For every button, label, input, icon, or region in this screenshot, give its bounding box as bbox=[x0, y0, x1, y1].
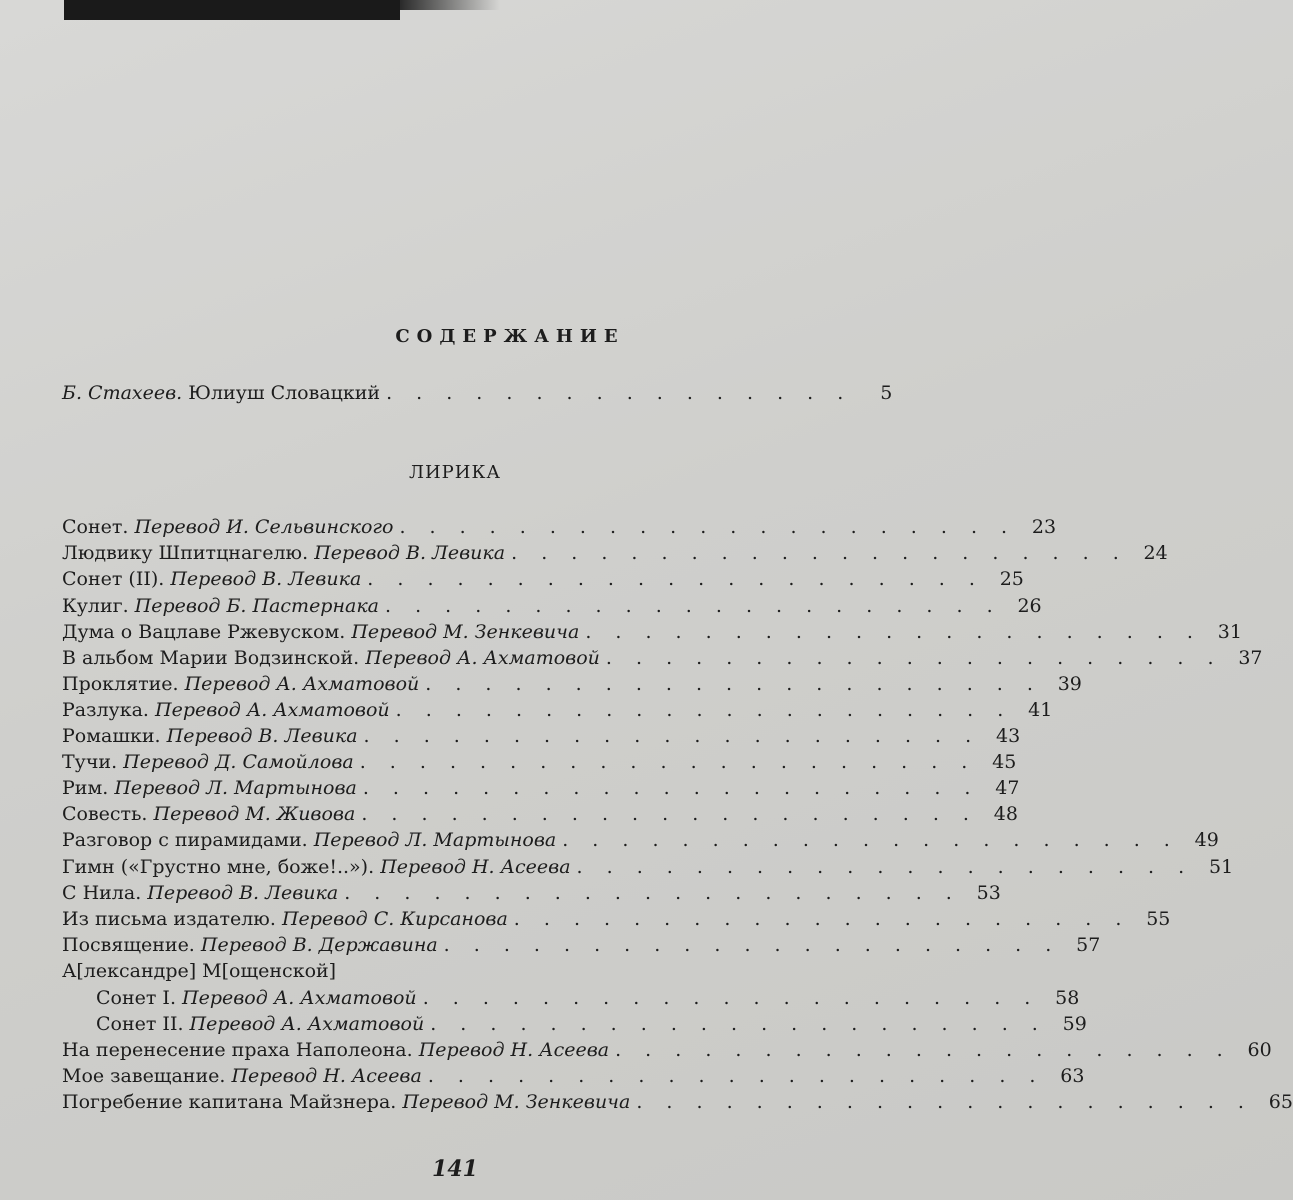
entry-title: Людвику Шпитцнагелю. bbox=[62, 542, 309, 564]
toc-entry bbox=[62, 699, 1053, 721]
entry-translator: Перевод Л. Мартынова bbox=[114, 777, 357, 799]
toc-entry bbox=[62, 673, 1082, 695]
entry-translator: Перевод В. Левика bbox=[147, 882, 339, 904]
entry-translator: Перевод А. Ахматовой bbox=[182, 987, 417, 1009]
entry-title: А[лександре] М[ощенской] bbox=[62, 960, 337, 982]
entry-page: 31 bbox=[1217, 621, 1242, 643]
toc-entry bbox=[62, 1065, 1085, 1087]
entry-title: Из письма издателю. bbox=[62, 908, 276, 930]
page-title: СОДЕРЖАНИЕ bbox=[395, 326, 625, 347]
toc-entry bbox=[62, 803, 1018, 825]
leader-dots: . . . . . . . . . . . . . . . . . . . . . bbox=[367, 568, 984, 590]
toc-entry bbox=[62, 751, 1017, 773]
toc-entry bbox=[62, 829, 1219, 851]
entry-title: Сонет I. bbox=[96, 987, 176, 1009]
toc-entry bbox=[62, 1091, 1293, 1113]
toc-intro bbox=[62, 382, 893, 404]
entry-page: 53 bbox=[976, 882, 1001, 904]
toc-entry bbox=[62, 1039, 1272, 1061]
entry-title: Ромашки. bbox=[62, 725, 161, 747]
entry-translator: Перевод М. Живова bbox=[153, 803, 356, 825]
entry-title: Дума о Вацлаве Ржевуском. bbox=[62, 621, 346, 643]
leader-dots bbox=[336, 960, 959, 982]
leader-dots: . . . . . . . . . . . . . . . . . . . . . bbox=[513, 908, 1131, 930]
toc-entry bbox=[96, 1013, 1087, 1035]
entry-page: 37 bbox=[1238, 647, 1263, 669]
leader-dots: . . . . . . . . . . . . . . . . . . . . . bbox=[363, 725, 981, 747]
entry-page: 25 bbox=[999, 568, 1024, 590]
entry-translator: Перевод В. Левика bbox=[314, 542, 506, 564]
entry-page: 57 bbox=[1076, 934, 1101, 956]
entry-translator: Перевод С. Кирсанова bbox=[281, 908, 508, 930]
entry-page: 26 bbox=[1017, 595, 1042, 617]
entry-page: 59 bbox=[1062, 1013, 1087, 1035]
leader-dots: . . . . . . . . . . . . . . . . . . . . . bbox=[359, 751, 977, 773]
toc-entry bbox=[62, 856, 1234, 878]
entry-title: Тучи. bbox=[62, 751, 118, 773]
entry-page: 39 bbox=[1057, 673, 1082, 695]
entry-title: С Нила. bbox=[62, 882, 142, 904]
toc-entry bbox=[62, 882, 1001, 904]
entry-translator: Перевод Л. Мартынова bbox=[313, 829, 557, 851]
toc-entry bbox=[62, 777, 1020, 799]
entry-title: В альбом Марии Водзинской. bbox=[62, 647, 360, 669]
leader-dots: . . . . . . . . . . . . . . . . . . . . . bbox=[511, 542, 1128, 564]
entry-translator: Перевод Н. Асеева bbox=[380, 856, 571, 878]
entry-title: Погребение капитана Майзнера. bbox=[62, 1091, 397, 1113]
entry-title: Мое завещание. bbox=[62, 1065, 226, 1087]
entry-page: 49 bbox=[1194, 829, 1219, 851]
toc-entry bbox=[62, 934, 1101, 956]
leader-dots: . . . . . . . . . . . . . . . . . . . . . bbox=[362, 777, 980, 799]
entry-title: Сонет II. bbox=[96, 1013, 184, 1035]
entry-page bbox=[959, 960, 999, 982]
leader-dots: . . . . . . . . . . . . . . . . . . . . . bbox=[385, 595, 1002, 617]
entry-translator: Перевод А. Ахматовой bbox=[184, 673, 420, 695]
leader-dots: . . . . . . . . . . . . . . . . . . . . . bbox=[422, 987, 1040, 1009]
leader-dots: . . . . . . . . . . . . . . . . . . . . . bbox=[361, 803, 978, 825]
page-number: 141 bbox=[432, 1156, 478, 1182]
toc-entry bbox=[62, 595, 1042, 617]
toc-entry bbox=[62, 568, 1024, 590]
entry-title: Сонет (II). bbox=[62, 568, 165, 590]
leader-dots: . . . . . . . . . . . . . . . . . . . . . bbox=[615, 1039, 1232, 1061]
entry-page: 63 bbox=[1060, 1065, 1085, 1087]
entry-translator: Перевод А. Ахматовой bbox=[155, 699, 390, 721]
entry-translator: Перевод В. Левика bbox=[166, 725, 358, 747]
leader-dots: . . . . . . . . . . . . . . . . . . . . . bbox=[399, 516, 1017, 538]
entry-translator: Перевод Б. Пастернака bbox=[134, 595, 379, 617]
entry-translator: Перевод Н. Асеева bbox=[418, 1039, 610, 1061]
entry-page: 45 bbox=[992, 751, 1017, 773]
toc-entry bbox=[62, 621, 1242, 643]
entry-title: Кулиг. bbox=[62, 595, 129, 617]
leader-dots: . . . . . . . . . . . . . . . . . . . . . bbox=[562, 829, 1179, 851]
entry-page: 65 bbox=[1268, 1091, 1293, 1113]
entry-title: Разлука. bbox=[62, 699, 149, 721]
entry-translator: Перевод А. Ахматовой bbox=[189, 1013, 425, 1035]
entry-title: На перенесение праха Наполеона. bbox=[62, 1039, 413, 1061]
toc-entry bbox=[62, 516, 1057, 538]
entry-page: 24 bbox=[1143, 542, 1168, 564]
entry-page: 47 bbox=[995, 777, 1020, 799]
leader-dots: . . . . . . . . . . . . . . . . . . . . . bbox=[576, 856, 1194, 878]
leader-dots: . . . . . . . . . . . . . . . . . . . . . bbox=[605, 647, 1223, 669]
leader-dots: . . . . . . . . . . . . . . . . . . . . . bbox=[443, 934, 1061, 956]
entry-translator: Перевод А. Ахматовой bbox=[365, 647, 600, 669]
entry-title: Совесть. bbox=[62, 803, 148, 825]
entry-title: Рим. bbox=[62, 777, 109, 799]
entry-translator: Перевод В. Левика bbox=[170, 568, 362, 590]
leader-dots: . . . . . . . . . . . . . . . . . . . . . bbox=[395, 699, 1013, 721]
entry-translator: Перевод И. Сельвинского bbox=[134, 516, 394, 538]
intro-page: 5 bbox=[880, 382, 893, 404]
leader-dots: . . . . . . . . . . . . . . . . . . . . . bbox=[430, 1013, 1047, 1035]
entry-page: 43 bbox=[995, 725, 1021, 747]
entry-title: Разговор с пирамидами. bbox=[62, 829, 308, 851]
section-title: ЛИРИКА bbox=[408, 462, 502, 483]
entry-title: Сонет. bbox=[62, 516, 129, 538]
entry-page: 23 bbox=[1031, 516, 1057, 538]
intro-text: Юлиуш Словацкий bbox=[188, 382, 381, 404]
entry-translator: Перевод Д. Самойлова bbox=[123, 751, 354, 773]
entry-page: 55 bbox=[1146, 908, 1171, 930]
toc-entry bbox=[96, 987, 1080, 1009]
top-rule bbox=[64, 0, 400, 20]
leader-dots: . . . . . . . . . . . . . . . . . . . . . bbox=[425, 673, 1042, 695]
entry-page: 60 bbox=[1247, 1039, 1272, 1061]
entry-title: Проклятие. bbox=[62, 673, 179, 695]
leader-dots: . . . . . . . . . . . . . . . . . . . . . bbox=[427, 1065, 1045, 1087]
entry-translator: Перевод В. Державина bbox=[200, 934, 438, 956]
entry-translator: Перевод М. Зенкевича bbox=[351, 621, 580, 643]
leader-dots: . . . . . . . . . . . . . . . . . . . . . bbox=[585, 621, 1202, 643]
toc-entry bbox=[62, 960, 774, 982]
entry-page: 58 bbox=[1055, 987, 1080, 1009]
toc-entry bbox=[62, 542, 1168, 564]
entry-translator: Перевод М. Зенкевича bbox=[402, 1091, 631, 1113]
leader-dots: . . . . . . . . . . . . . . . . . . . . . bbox=[344, 882, 961, 904]
entry-translator: Перевод Н. Асеева bbox=[231, 1065, 422, 1087]
entry-page: 41 bbox=[1028, 699, 1053, 721]
entry-title: Гимн («Грустно мне, боже!..»). bbox=[62, 856, 375, 878]
leader-dots: . . . . . . . . . . . . . . . . . . . . . bbox=[636, 1091, 1253, 1113]
top-rule-fade bbox=[400, 0, 500, 10]
toc-entry bbox=[62, 725, 1021, 747]
entry-page: 48 bbox=[993, 803, 1018, 825]
entry-title: Посвящение. bbox=[62, 934, 195, 956]
leader-dots: . . . . . . . . . . . . . . . . bbox=[386, 382, 853, 404]
toc-entry bbox=[62, 908, 1171, 930]
toc-entry bbox=[62, 647, 1263, 669]
entry-page: 51 bbox=[1208, 856, 1234, 878]
intro-author: Б. Стахеев. bbox=[62, 382, 183, 404]
